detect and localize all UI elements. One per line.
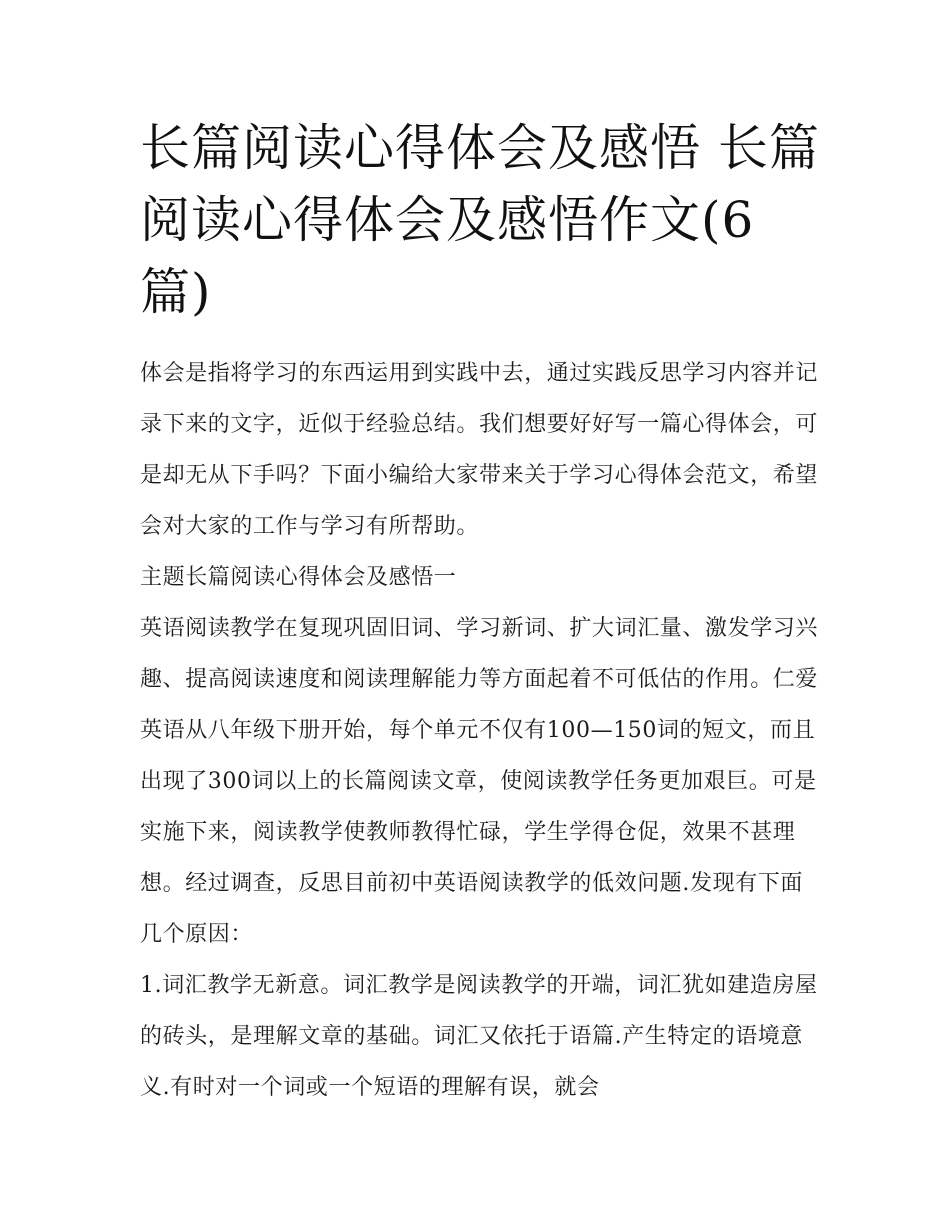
body-paragraph: 英语阅读教学在复现巩固旧词、学习新词、扩大词汇量、激发学习兴趣、提高阅读速度和阅读理解能力等方面起着不可低估的作用。仁爱英语从八年级下册开始，每个单元不仅有100—150词的短文，而且出现了300词以上的长篇阅读文章，使阅读教学任务更加艰巨。可是实施下来，阅读教学使教师教得忙碌，学生学得仓促，效果不甚理想。经过调查，反思目前初中英语阅读教学的低效问题.发现有下面几个原因： bbox=[140, 616, 819, 947]
document-title: 长篇阅读心得体会及感悟 长篇阅读心得体会及感悟作文(6篇) bbox=[140, 119, 820, 321]
section-heading: 主题长篇阅读心得体会及感悟一 bbox=[140, 565, 457, 590]
document-body bbox=[140, 348, 820, 1113]
body-paragraph: 1.词汇教学无新意。词汇教学是阅读教学的开端，词汇犹如建造房屋的砖头，是理解文章的基础。词汇又依托于语篇.产生特定的语境意义.有时对一个词或一个短语的理解有误，就会 bbox=[140, 973, 818, 1100]
intro-paragraph: 体会是指将学习的东西运用到实践中去，通过实践反思学习内容并记录下来的文字，近似于经验总结。我们想要好好写一篇心得体会，可是却无从下手吗？下面小编给大家带来关于学习心得体会范文，希望会对大家的工作与学习有所帮助。 bbox=[140, 361, 819, 539]
document-page bbox=[140, 112, 820, 1113]
